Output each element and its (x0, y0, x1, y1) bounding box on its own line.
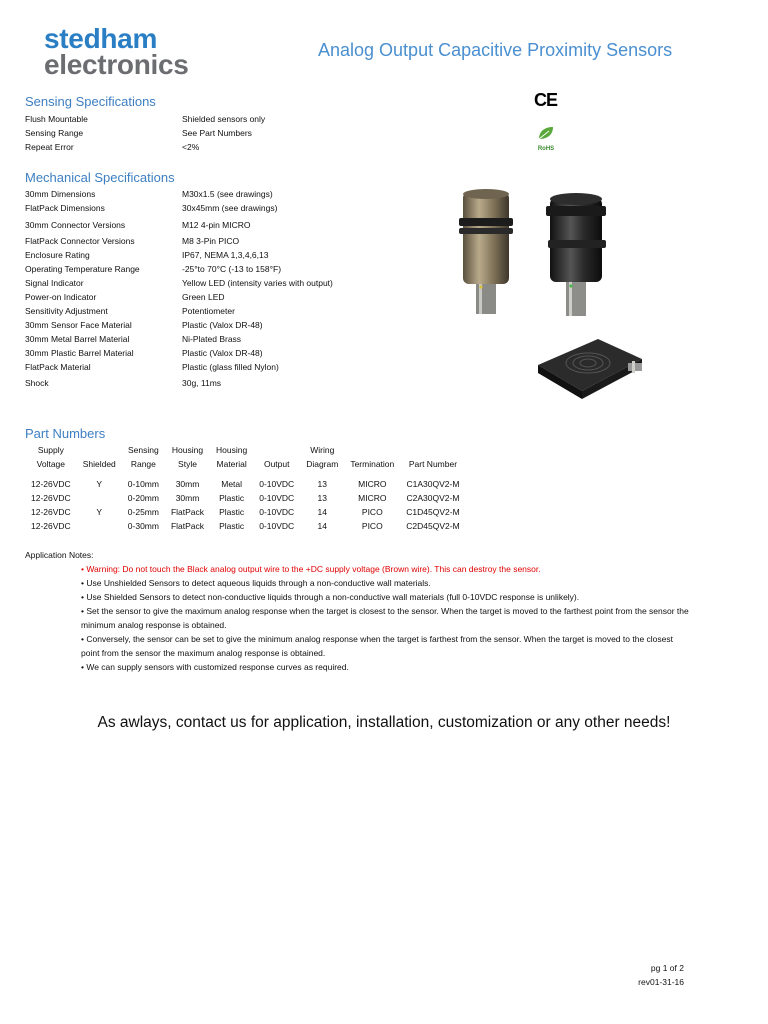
spec-row (25, 218, 365, 232)
cell: MICRO (358, 479, 387, 489)
spec-row (25, 376, 365, 390)
cell: 0-30mm (127, 521, 159, 531)
table-row (25, 491, 466, 505)
col-head-sensing: Sensing (128, 445, 159, 455)
spec-key: Shock (25, 378, 49, 388)
spec-row (25, 262, 365, 276)
mechanical-specifications-heading: Mechanical Specifications (25, 170, 175, 185)
spec-value: M8 3-Pin PICO (182, 236, 240, 246)
cell: 12-26VDC (31, 507, 71, 517)
cell: 30mm (175, 493, 200, 503)
cell: Metal (221, 479, 243, 489)
cell: PICO (361, 521, 383, 531)
spec-value: Green LED (182, 292, 225, 302)
spec-key: Operating Temperature Range (25, 264, 140, 274)
spec-key: FlatPack Dimensions (25, 203, 105, 213)
page-number: pg 1 of 2 (650, 963, 684, 973)
cell: PICO (361, 507, 383, 517)
spec-value: Plastic (Valox DR-48) (182, 348, 263, 358)
col-head-material: Material (216, 459, 247, 469)
spec-key: FlatPack Connector Versions (25, 236, 135, 246)
revision-label: rev01-31-16 (638, 977, 684, 987)
spec-key: FlatPack Material (25, 362, 91, 372)
cell: Y (96, 479, 103, 489)
note-item: • Use Shielded Sensors to detect non-conductive liquids through a non-conductive wall materials (full 0-10VDC response is unlikely). (81, 592, 580, 602)
cell: 0-20mm (127, 493, 159, 503)
cell: 0-10mm (127, 479, 159, 489)
cell: 14 (317, 507, 327, 517)
col-head-style: Style (178, 459, 197, 469)
spec-value: Potentiometer (182, 306, 235, 316)
col-head-housing-style: Housing (171, 445, 204, 455)
col-head-part-number-2: Part Number (408, 459, 458, 469)
spec-key: 30mm Connector Versions (25, 220, 126, 230)
cell: 0-25mm (127, 507, 159, 517)
page-footer (638, 961, 684, 989)
spec-row (25, 126, 365, 140)
cell: 13 (317, 479, 327, 489)
spec-row (25, 276, 365, 290)
col-head-diagram: Diagram (306, 459, 339, 469)
spec-row (25, 346, 365, 360)
spec-value: Shielded sensors only (182, 114, 266, 124)
cell: Plastic (219, 521, 245, 531)
note-warning: • Warning: Do not touch the Black analog output wire to the +DC supply voltage (Brown wire). This can destroy the sensor. (81, 564, 541, 574)
col-head-shielded (77, 443, 122, 457)
cell: Y (96, 507, 103, 517)
company-logo (44, 23, 189, 80)
col-head-output-2: Output (263, 459, 290, 469)
document-title: Analog Output Capacitive Proximity Sensors (318, 40, 673, 60)
spec-row (25, 187, 365, 201)
spec-row (25, 112, 365, 126)
spec-row (25, 332, 365, 346)
cell (77, 491, 122, 505)
cell: 0-10VDC (259, 521, 295, 531)
note-item: • Use Unshielded Sensors to detect aqueous liquids through a non-conductive wall materials. (81, 578, 431, 588)
cell: 12-26VDC (31, 493, 71, 503)
logo-line-electronics: electronics (44, 48, 189, 80)
table-header-row (25, 443, 466, 457)
spec-key: Sensitivity Adjustment (25, 306, 108, 316)
spec-row (25, 318, 365, 332)
contact-call-to-action: As awlays, contact us for application, installation, customization or any other needs! (97, 714, 671, 731)
col-head-range: Range (130, 459, 156, 469)
spec-row (25, 201, 365, 215)
part-numbers-heading: Part Numbers (25, 426, 106, 441)
spec-key: 30mm Plastic Barrel Material (25, 348, 134, 358)
spec-value: <2% (182, 142, 200, 152)
cell: C1A30QV2-M (406, 479, 460, 489)
col-head-output (253, 443, 300, 457)
mechanical-spec-list (25, 187, 365, 390)
application-notes-title: Application Notes: (25, 550, 94, 560)
spec-value: M12 4-pin MICRO (182, 220, 251, 230)
col-head-voltage: Voltage (36, 459, 66, 469)
spec-row (25, 234, 365, 248)
table-row (25, 519, 466, 533)
note-item: • We can supply sensors with customized response curves as required. (81, 662, 349, 672)
spec-key: Repeat Error (25, 142, 74, 152)
spec-key: Power-on Indicator (25, 292, 97, 302)
cell: 0-10VDC (259, 479, 295, 489)
cell: C1D45QV2-M (406, 507, 460, 517)
table-row (25, 477, 466, 491)
spec-value: Ni-Plated Brass (182, 334, 242, 344)
rohs-leaf-icon (535, 125, 557, 141)
spec-value: Plastic (Valox DR-48) (182, 320, 263, 330)
table-header-row (25, 457, 466, 471)
note-item: • Conversely, the sensor can be set to give the minimum analog response when the target is farthest from the sensor. When the target is moved to the closest point from the sensor the maximum analog response is obtained. (81, 634, 673, 658)
spec-value: See Part Numbers (182, 128, 252, 138)
spec-row (25, 290, 365, 304)
col-head-termination (344, 443, 400, 457)
part-numbers-table (25, 443, 466, 533)
spec-value: Yellow LED (intensity varies with output) (182, 278, 333, 288)
cell: 0-10VDC (259, 493, 295, 503)
spec-row (25, 140, 365, 154)
spec-row (25, 360, 365, 374)
ce-mark-icon (534, 90, 557, 111)
rohs-label: RoHS (537, 146, 555, 152)
sensing-spec-list (25, 112, 365, 154)
cell: 12-26VDC (31, 479, 71, 489)
col-head-wiring: Wiring (310, 445, 335, 455)
note-item: • Set the sensor to give the maximum analog response when the target is closest to the sensor. When the target is moved to the farthest point from the sensor the minimum analog response is obtained. (81, 606, 689, 630)
cell: 0-10VDC (259, 507, 295, 517)
spec-value: M30x1.5 (see drawings) (182, 189, 273, 199)
spec-key: Enclosure Rating (25, 250, 90, 260)
flatpack-sensor-photo (536, 335, 646, 401)
sensing-specifications-heading: Sensing Specifications (25, 94, 156, 109)
cell: C2A30QV2-M (406, 493, 460, 503)
spec-key: Signal Indicator (25, 278, 84, 288)
cell (77, 519, 122, 533)
table-row (25, 505, 466, 519)
logo-line-stedham: stedham (44, 23, 158, 54)
spec-row (25, 304, 365, 318)
spec-key: Flush Mountable (25, 114, 88, 124)
plastic-barrel-sensor-photo (542, 190, 614, 322)
cell: 30mm (175, 479, 200, 489)
col-head-part-number (400, 443, 465, 457)
cell: MICRO (358, 493, 387, 503)
spec-value: Plastic (glass filled Nylon) (182, 362, 279, 372)
metal-barrel-sensor-photo (455, 188, 517, 320)
cell: Plastic (219, 493, 245, 503)
spec-value: 30g, 11ms (182, 378, 222, 388)
cell: FlatPack (170, 507, 205, 517)
spec-key: 30mm Metal Barrel Material (25, 334, 130, 344)
cell: 12-26VDC (31, 521, 71, 531)
col-head-termination-2: Termination (350, 459, 395, 469)
spec-row (25, 248, 365, 262)
col-head-supply: Supply (37, 445, 64, 455)
ce-mark-text: CE (534, 90, 558, 110)
spec-key: Sensing Range (25, 128, 84, 138)
spec-value: IP67, NEMA 1,3,4,6,13 (182, 250, 269, 260)
rohs-icon (534, 125, 558, 152)
cell: C2D45QV2-M (406, 521, 460, 531)
cell: 14 (317, 521, 327, 531)
cell: 13 (317, 493, 327, 503)
col-head-housing-material: Housing (216, 445, 248, 455)
spec-key: 30mm Dimensions (25, 189, 96, 199)
spec-value: 30x45mm (see drawings) (182, 203, 278, 213)
cell: FlatPack (170, 521, 205, 531)
spec-key: 30mm Sensor Face Material (25, 320, 132, 330)
application-notes (25, 548, 691, 674)
spec-value: -25°to 70°C (-13 to 158°F) (182, 264, 282, 274)
cell: Plastic (219, 507, 245, 517)
col-head-shielded-2: Shielded (82, 459, 116, 469)
